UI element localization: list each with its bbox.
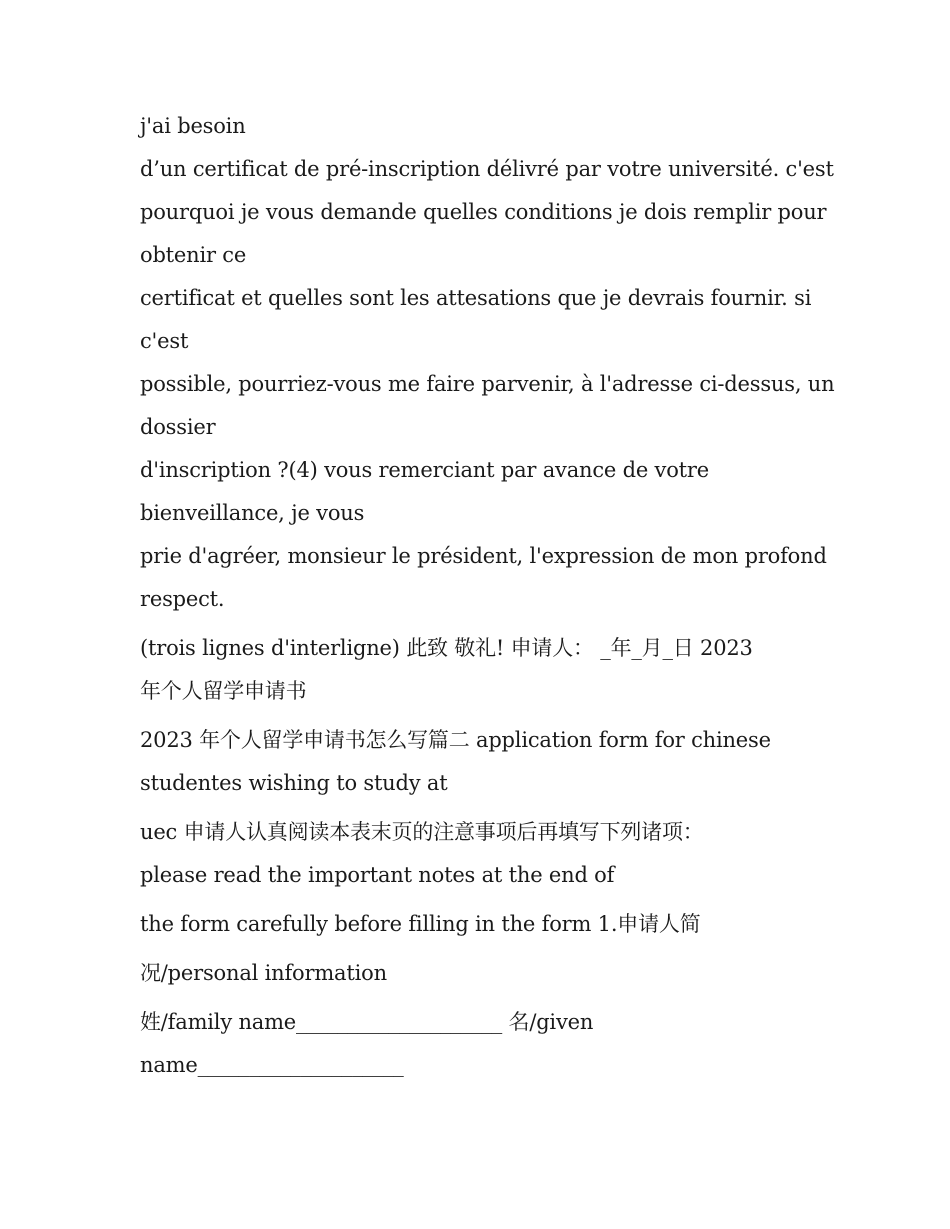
text-line: dossier [140,415,216,439]
text-line: pourquoi je vous demande quelles conditions je dois remplir pour [140,200,827,224]
text-line: possible, pourriez-vous me faire parvenir, à l'adresse ci-dessus, un [140,372,835,396]
text-line: bienveillance, je vous [140,501,365,525]
text-line: 姓/family name____________________ 名/given [140,1010,594,1034]
instructions-continued-paragraph [140,903,820,946]
text-line: respect. [140,587,225,611]
text-line: 况/personal information [140,961,387,985]
text-line: studentes wishing to study at [140,771,448,795]
section-heading [140,952,820,995]
document-body [140,105,835,1087]
text-line: name____________________ [140,1053,404,1077]
text-line: (trois lignes d'interligne) 此致 敬礼! 申请人： _年_月_日 2023 [140,636,753,660]
closing-paragraph [140,627,820,713]
text-line: d'inscription ?(4) vous remerciant par avance de votre [140,458,709,482]
text-line: obtenir ce [140,243,247,267]
text-line: 年个人留学申请书 [140,679,307,703]
name-fields-paragraph [140,1001,820,1087]
text-line: j'ai besoin [140,114,246,138]
text-line: uec 申请人认真阅读本表末页的注意事项后再填写下列诸项： [140,820,704,844]
text-line: please read the important notes at the end of [140,863,615,887]
instructions-paragraph [140,811,820,897]
letter-paragraph [140,105,835,621]
text-line: 2023 年个人留学申请书怎么写篇二 application form for chinese [140,728,771,752]
text-line: c'est [140,329,189,353]
form-heading-paragraph [140,719,820,805]
text-line: prie d'agréer, monsieur le président, l'expression de mon profond [140,544,827,568]
text-line: the form carefully before filling in the form 1.申请人简 [140,912,701,936]
text-line: d’un certificat de pré-inscription délivré par votre université. c'est [140,157,834,181]
text-line: certificat et quelles sont les attesations que je devrais fournir. si [140,286,812,310]
